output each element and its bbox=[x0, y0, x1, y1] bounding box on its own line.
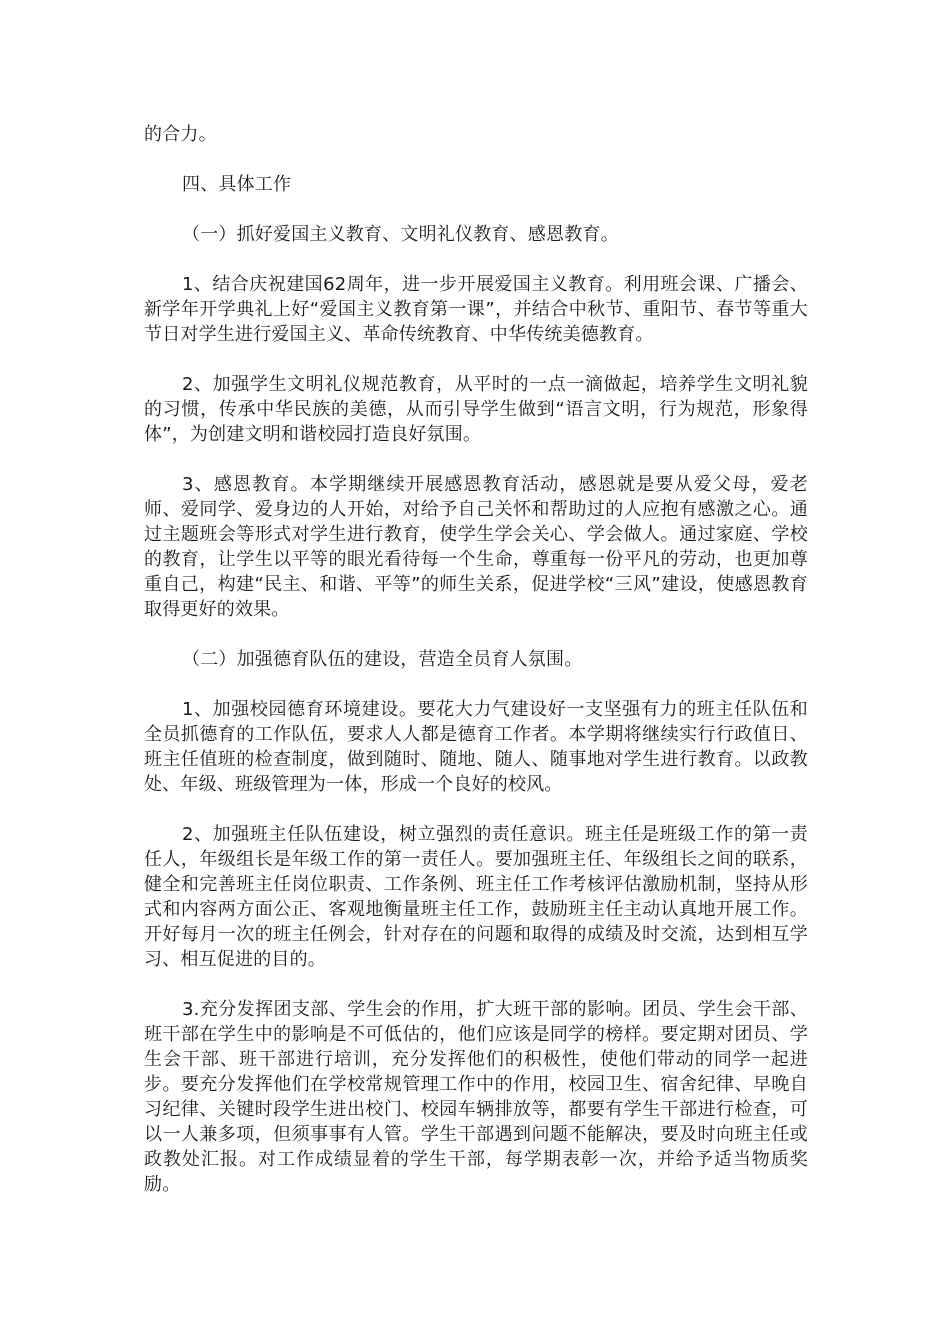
document-body bbox=[144, 122, 808, 1222]
paragraph-etiquette-education: 2、加强学生文明礼仪规范教育，从平时的一点一滴做起，培养学生文明礼貌的习惯，传承中华民族的美德，从而引导学生做到“语言文明，行为规范，形象得体”，为创建文明和谐校园打造良好氛围。 bbox=[144, 374, 808, 445]
paragraph-student-cadres: 3.充分发挥团支部、学生会的作用，扩大班干部的影响。团员、学生会干部、班干部在学生中的影响是不可低估的，他们应该是同学的榜样。要定期对团员、学生会干部、班干部进行培训，充分发挥他们的积极性，使他们带动的同学一起进步。要充分发挥他们在学校常规管理工作中的作用，校园卫生、宿舍纪律、早晚自习纪律、关键时段学生进出校门、校园车辆排放等，都要有学生干部进行检查，可以一人兼多项，但须事事有人管。学生干部遇到问题不能解决，要及时向班主任或政教处汇报。对工作成绩显着的学生干部，每学期表彰一次，并给予适当物质奖励。 bbox=[144, 999, 808, 1195]
section-heading-specific-work: 四、具体工作 bbox=[182, 174, 292, 195]
paragraph-head-teacher-team: 2、加强班主任队伍建设，树立强烈的责任意识。班主任是班级工作的第一责任人，年级组长是年级工作的第一责任人。要加强班主任、年级组长之间的联系，健全和完善班主任岗位职责、工作条例、班主任工作考核评估激励机制，坚持从形式和内容两方面公正、客观地衡量班主任工作，鼓励班主任主动认真地开展工作。开好每月一次的班主任例会，针对存在的问题和取得的成绩及时交流，达到相互学习、相互促进的目的。 bbox=[144, 824, 808, 970]
subsection-heading-2: （二）加强德育队伍的建设，营造全员育人氛围。 bbox=[182, 649, 583, 670]
subsection-heading-1: （一）抓好爱国主义教育、文明礼仪教育、感恩教育。 bbox=[182, 224, 619, 245]
paragraph-moral-environment: 1、加强校园德育环境建设。要花大力气建设好一支坚强有力的班主任队伍和全员抓德育的工作队伍，要求人人都是德育工作者。本学期将继续实行行政值日、班主任值班的检查制度，做到随时、随地、随人、随事地对学生进行教育。以政教处、年级、班级管理为一体，形成一个良好的校风。 bbox=[144, 699, 808, 795]
paragraph-patriotic-education: 1、结合庆祝建国62周年，进一步开展爱国主义教育。利用班会课、广播会、新学年开学典礼上好“爱国主义教育第一课”，并结合中秋节、重阳节、春节等重大节日对学生进行爱国主义、革命传统教育、中华传统美德教育。 bbox=[144, 274, 808, 345]
paragraph-closing-fragment: 的合力。 bbox=[144, 124, 217, 145]
paragraph-gratitude-education: 3、感恩教育。本学期继续开展感恩教育活动，感恩就是要从爱父母，爱老师、爱同学、爱身边的人开始，对给予自己关怀和帮助过的人应抱有感激之心。通过主题班会等形式对学生进行教育，使学生学会关心、学会做人。通过家庭、学校的教育，让学生以平等的眼光看待每一个生命，尊重每一份平凡的劳动，也更加尊重自己，构建“民主、和谐、平等”的师生关系，促进学校“三风”建设，使感恩教育取得更好的效果。 bbox=[144, 474, 808, 620]
